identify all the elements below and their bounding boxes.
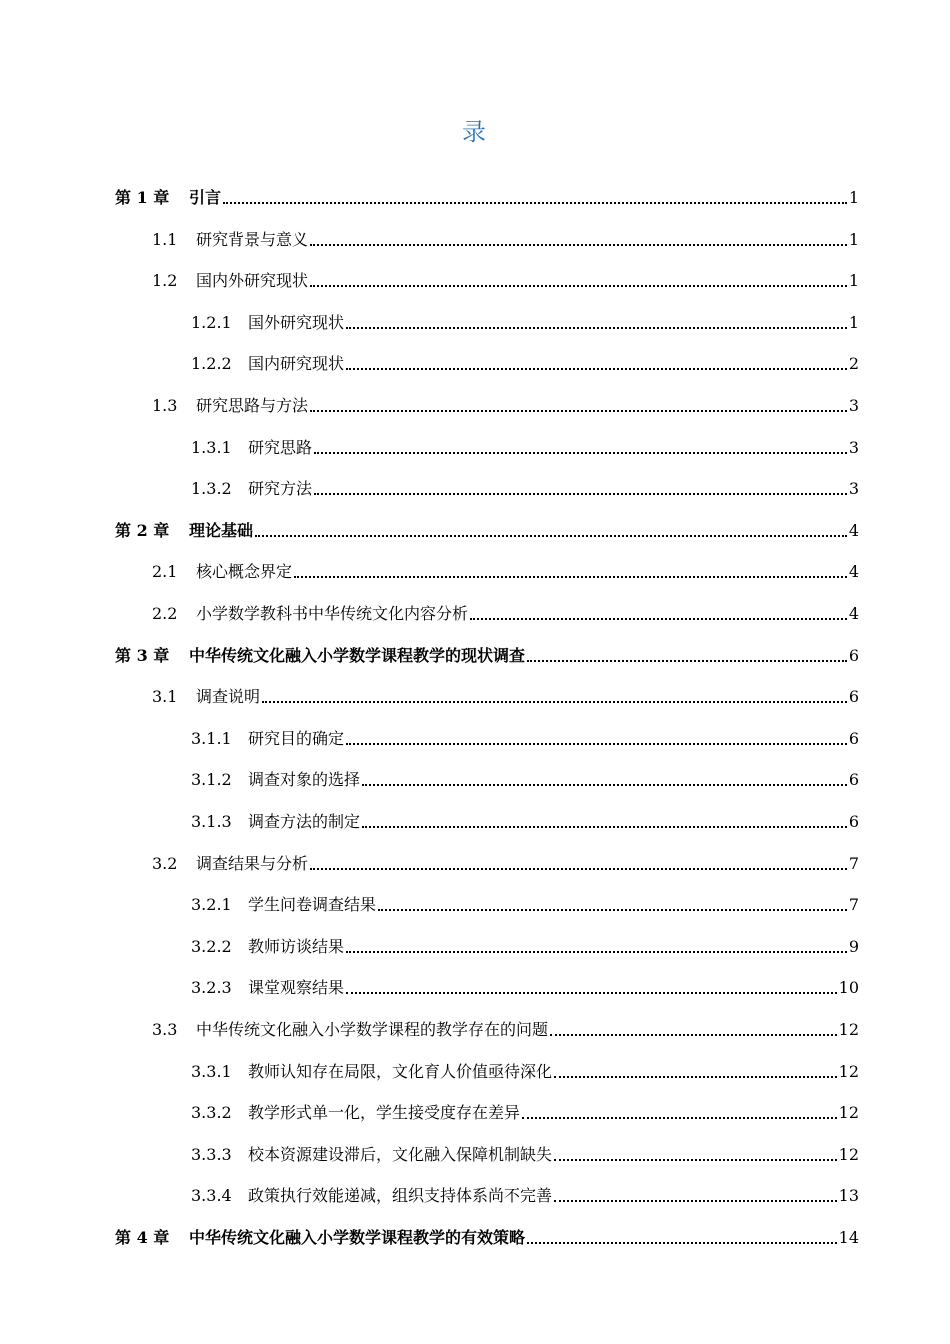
toc-entry-page: 4 — [848, 520, 859, 540]
toc-entry-page: 12 — [838, 1061, 859, 1081]
toc-entry-page: 10 — [838, 978, 859, 998]
toc-entry-page: 1 — [848, 188, 859, 207]
dot-leader — [223, 202, 847, 204]
toc-entry[interactable] — [191, 931, 859, 957]
toc-entry-number: 2.1 — [152, 562, 178, 582]
toc-entry-page: 3 — [848, 437, 859, 457]
dot-leader — [310, 410, 847, 412]
toc-entry-title: 教师访谈结果 — [248, 936, 345, 956]
toc-entry-number: 2.2 — [152, 604, 178, 623]
toc-entry-page: 3 — [848, 479, 859, 499]
toc-entry-page: 3 — [848, 396, 859, 415]
toc-entry-title: 调查结果与分析 — [196, 853, 309, 873]
toc-entry-number: 第 3 章 — [115, 645, 170, 665]
toc-entry-number: 1.3 — [152, 396, 178, 415]
dot-leader — [346, 951, 847, 953]
toc-entry-title: 调查说明 — [196, 687, 261, 707]
toc-entry-number: 1.2.2 — [191, 354, 232, 374]
toc-entry[interactable] — [115, 1222, 859, 1248]
toc-entry-page: 7 — [848, 895, 859, 915]
toc-entry-title: 研究方法 — [248, 479, 313, 499]
toc-entry-number: 第 2 章 — [115, 520, 170, 540]
toc-entry[interactable] — [152, 556, 859, 582]
toc-entry[interactable] — [191, 1180, 859, 1206]
dot-leader — [550, 1034, 837, 1036]
dot-leader — [255, 535, 847, 537]
toc-entry[interactable] — [152, 848, 859, 874]
toc-entry-number: 3.1 — [152, 687, 178, 707]
toc-entry-title: 研究思路与方法 — [196, 396, 309, 415]
toc-entry-title: 中华传统文化融入小学数学课程教学的有效策略 — [189, 1228, 526, 1247]
toc-entry-page: 1 — [848, 271, 859, 291]
dot-leader — [310, 244, 847, 246]
toc-entry[interactable] — [191, 1097, 859, 1123]
dot-leader — [470, 618, 847, 620]
toc-entry[interactable] — [115, 515, 859, 541]
dot-leader — [314, 452, 847, 454]
toc-entry-number: 3.1.3 — [191, 812, 232, 831]
dot-leader — [378, 909, 847, 911]
toc-entry[interactable] — [191, 723, 859, 749]
toc-entry-page: 4 — [848, 604, 859, 623]
dot-leader — [362, 784, 847, 786]
toc-entry[interactable] — [152, 681, 859, 707]
toc-entry-page: 2 — [848, 354, 859, 374]
dot-leader — [554, 1076, 837, 1078]
toc-entry-number: 1.2 — [152, 271, 178, 291]
toc-entry-title: 国内外研究现状 — [196, 271, 309, 291]
dot-leader — [554, 1159, 837, 1161]
toc-entry[interactable] — [191, 348, 859, 374]
toc-entry-title: 调查对象的选择 — [248, 770, 361, 790]
toc-entry[interactable] — [152, 390, 859, 416]
toc-entry[interactable] — [115, 182, 859, 208]
toc-entry[interactable] — [191, 806, 859, 832]
dot-leader — [522, 1117, 837, 1119]
toc-entry-number: 第 4 章 — [115, 1228, 170, 1247]
toc-entry[interactable] — [191, 889, 859, 915]
toc-entry[interactable] — [191, 432, 859, 458]
dot-leader — [346, 992, 837, 994]
toc-entry-number: 3.1.2 — [191, 770, 232, 790]
dot-leader — [262, 701, 847, 703]
toc-entry-page: 6 — [848, 770, 859, 790]
toc-entry-number: 3.3.1 — [191, 1061, 232, 1081]
toc-entry[interactable] — [191, 764, 859, 790]
toc-entry-title: 课堂观察结果 — [248, 978, 345, 998]
toc-entry-page: 6 — [848, 728, 859, 748]
dot-leader — [294, 576, 847, 578]
toc-entry-title: 国内研究现状 — [248, 354, 345, 374]
toc-entry[interactable] — [191, 1139, 859, 1165]
toc-entry-title: 调查方法的制定 — [248, 812, 361, 831]
toc-entry[interactable] — [152, 265, 859, 291]
toc-entry[interactable] — [191, 1056, 859, 1082]
toc-entry-title: 政策执行效能递减，组织支持体系尚不完善 — [248, 1186, 553, 1206]
toc-entry-page: 13 — [838, 1186, 859, 1206]
toc-entry-number: 3.1.1 — [191, 728, 232, 748]
toc-entry-title: 教师认知存在局限，文化育人价值亟待深化 — [248, 1061, 553, 1081]
toc-entry[interactable] — [191, 307, 859, 333]
toc-entry-page: 12 — [838, 1020, 859, 1039]
toc-entry-title: 引言 — [189, 188, 222, 207]
toc-entry-page: 12 — [838, 1103, 859, 1123]
toc-title: 录 — [462, 118, 488, 146]
toc-entry-title: 校本资源建设滞后，文化融入保障机制缺失 — [248, 1144, 553, 1164]
dot-leader — [314, 493, 847, 495]
toc-entry-number: 3.3.2 — [191, 1103, 232, 1123]
toc-entry-page: 1 — [848, 229, 859, 249]
toc-entry-title: 中华传统文化融入小学数学课程教学的现状调查 — [189, 645, 526, 665]
dot-leader — [362, 826, 847, 828]
toc-entry-number: 3.3.4 — [191, 1186, 232, 1206]
toc-entry-title: 理论基础 — [189, 520, 254, 540]
toc-entry-page: 7 — [848, 853, 859, 873]
toc-entry-title: 研究思路 — [248, 437, 313, 457]
dot-leader — [527, 660, 847, 662]
toc-entry-title: 研究目的确定 — [248, 728, 345, 748]
toc-entry-number: 1.2.1 — [191, 312, 232, 332]
toc-entry[interactable] — [115, 640, 859, 666]
dot-leader — [346, 743, 847, 745]
dot-leader — [346, 327, 847, 329]
dot-leader — [527, 1242, 837, 1244]
toc-entry-number: 3.3 — [152, 1020, 178, 1039]
toc-entry-number: 3.3.3 — [191, 1144, 232, 1164]
toc-entry-number: 第 1 章 — [115, 188, 170, 207]
toc-entry-page: 1 — [848, 312, 859, 332]
toc-entry-number: 3.2.2 — [191, 936, 232, 956]
toc-entry[interactable] — [152, 224, 859, 250]
dot-leader — [310, 868, 847, 870]
toc-entry-number: 3.2.1 — [191, 895, 232, 915]
toc-entry[interactable] — [152, 598, 859, 624]
toc-entry-page: 12 — [838, 1144, 859, 1164]
toc-entry-title: 中华传统文化融入小学数学课程的教学存在的问题 — [196, 1020, 549, 1039]
toc-entry-page: 6 — [848, 812, 859, 831]
toc-entry[interactable] — [191, 972, 859, 998]
toc-entry-number: 3.2.3 — [191, 978, 232, 998]
toc-entry-title: 小学数学教科书中华传统文化内容分析 — [196, 604, 469, 623]
toc-entry-page: 4 — [848, 562, 859, 582]
toc-entry-title: 核心概念界定 — [196, 562, 293, 582]
toc-entry-number: 1.3.1 — [191, 437, 232, 457]
toc-entry-page: 14 — [838, 1228, 859, 1247]
dot-leader — [310, 285, 847, 287]
toc-entry-title: 研究背景与意义 — [196, 229, 309, 249]
toc-entry-number: 1.1 — [152, 229, 178, 249]
dot-leader — [346, 368, 847, 370]
dot-leader — [554, 1200, 837, 1202]
toc-entry-number: 1.3.2 — [191, 479, 232, 499]
toc-entry-page: 9 — [848, 936, 859, 956]
toc-entry-title: 国外研究现状 — [248, 312, 345, 332]
toc-entry-page: 6 — [848, 687, 859, 707]
toc-entry-number: 3.2 — [152, 853, 178, 873]
toc-entry-title: 学生问卷调查结果 — [248, 895, 377, 915]
toc-entry-page: 6 — [848, 645, 859, 665]
toc-entry[interactable] — [191, 473, 859, 499]
toc-entry[interactable] — [152, 1014, 859, 1040]
toc-entry-title: 教学形式单一化，学生接受度存在差异 — [248, 1103, 521, 1123]
